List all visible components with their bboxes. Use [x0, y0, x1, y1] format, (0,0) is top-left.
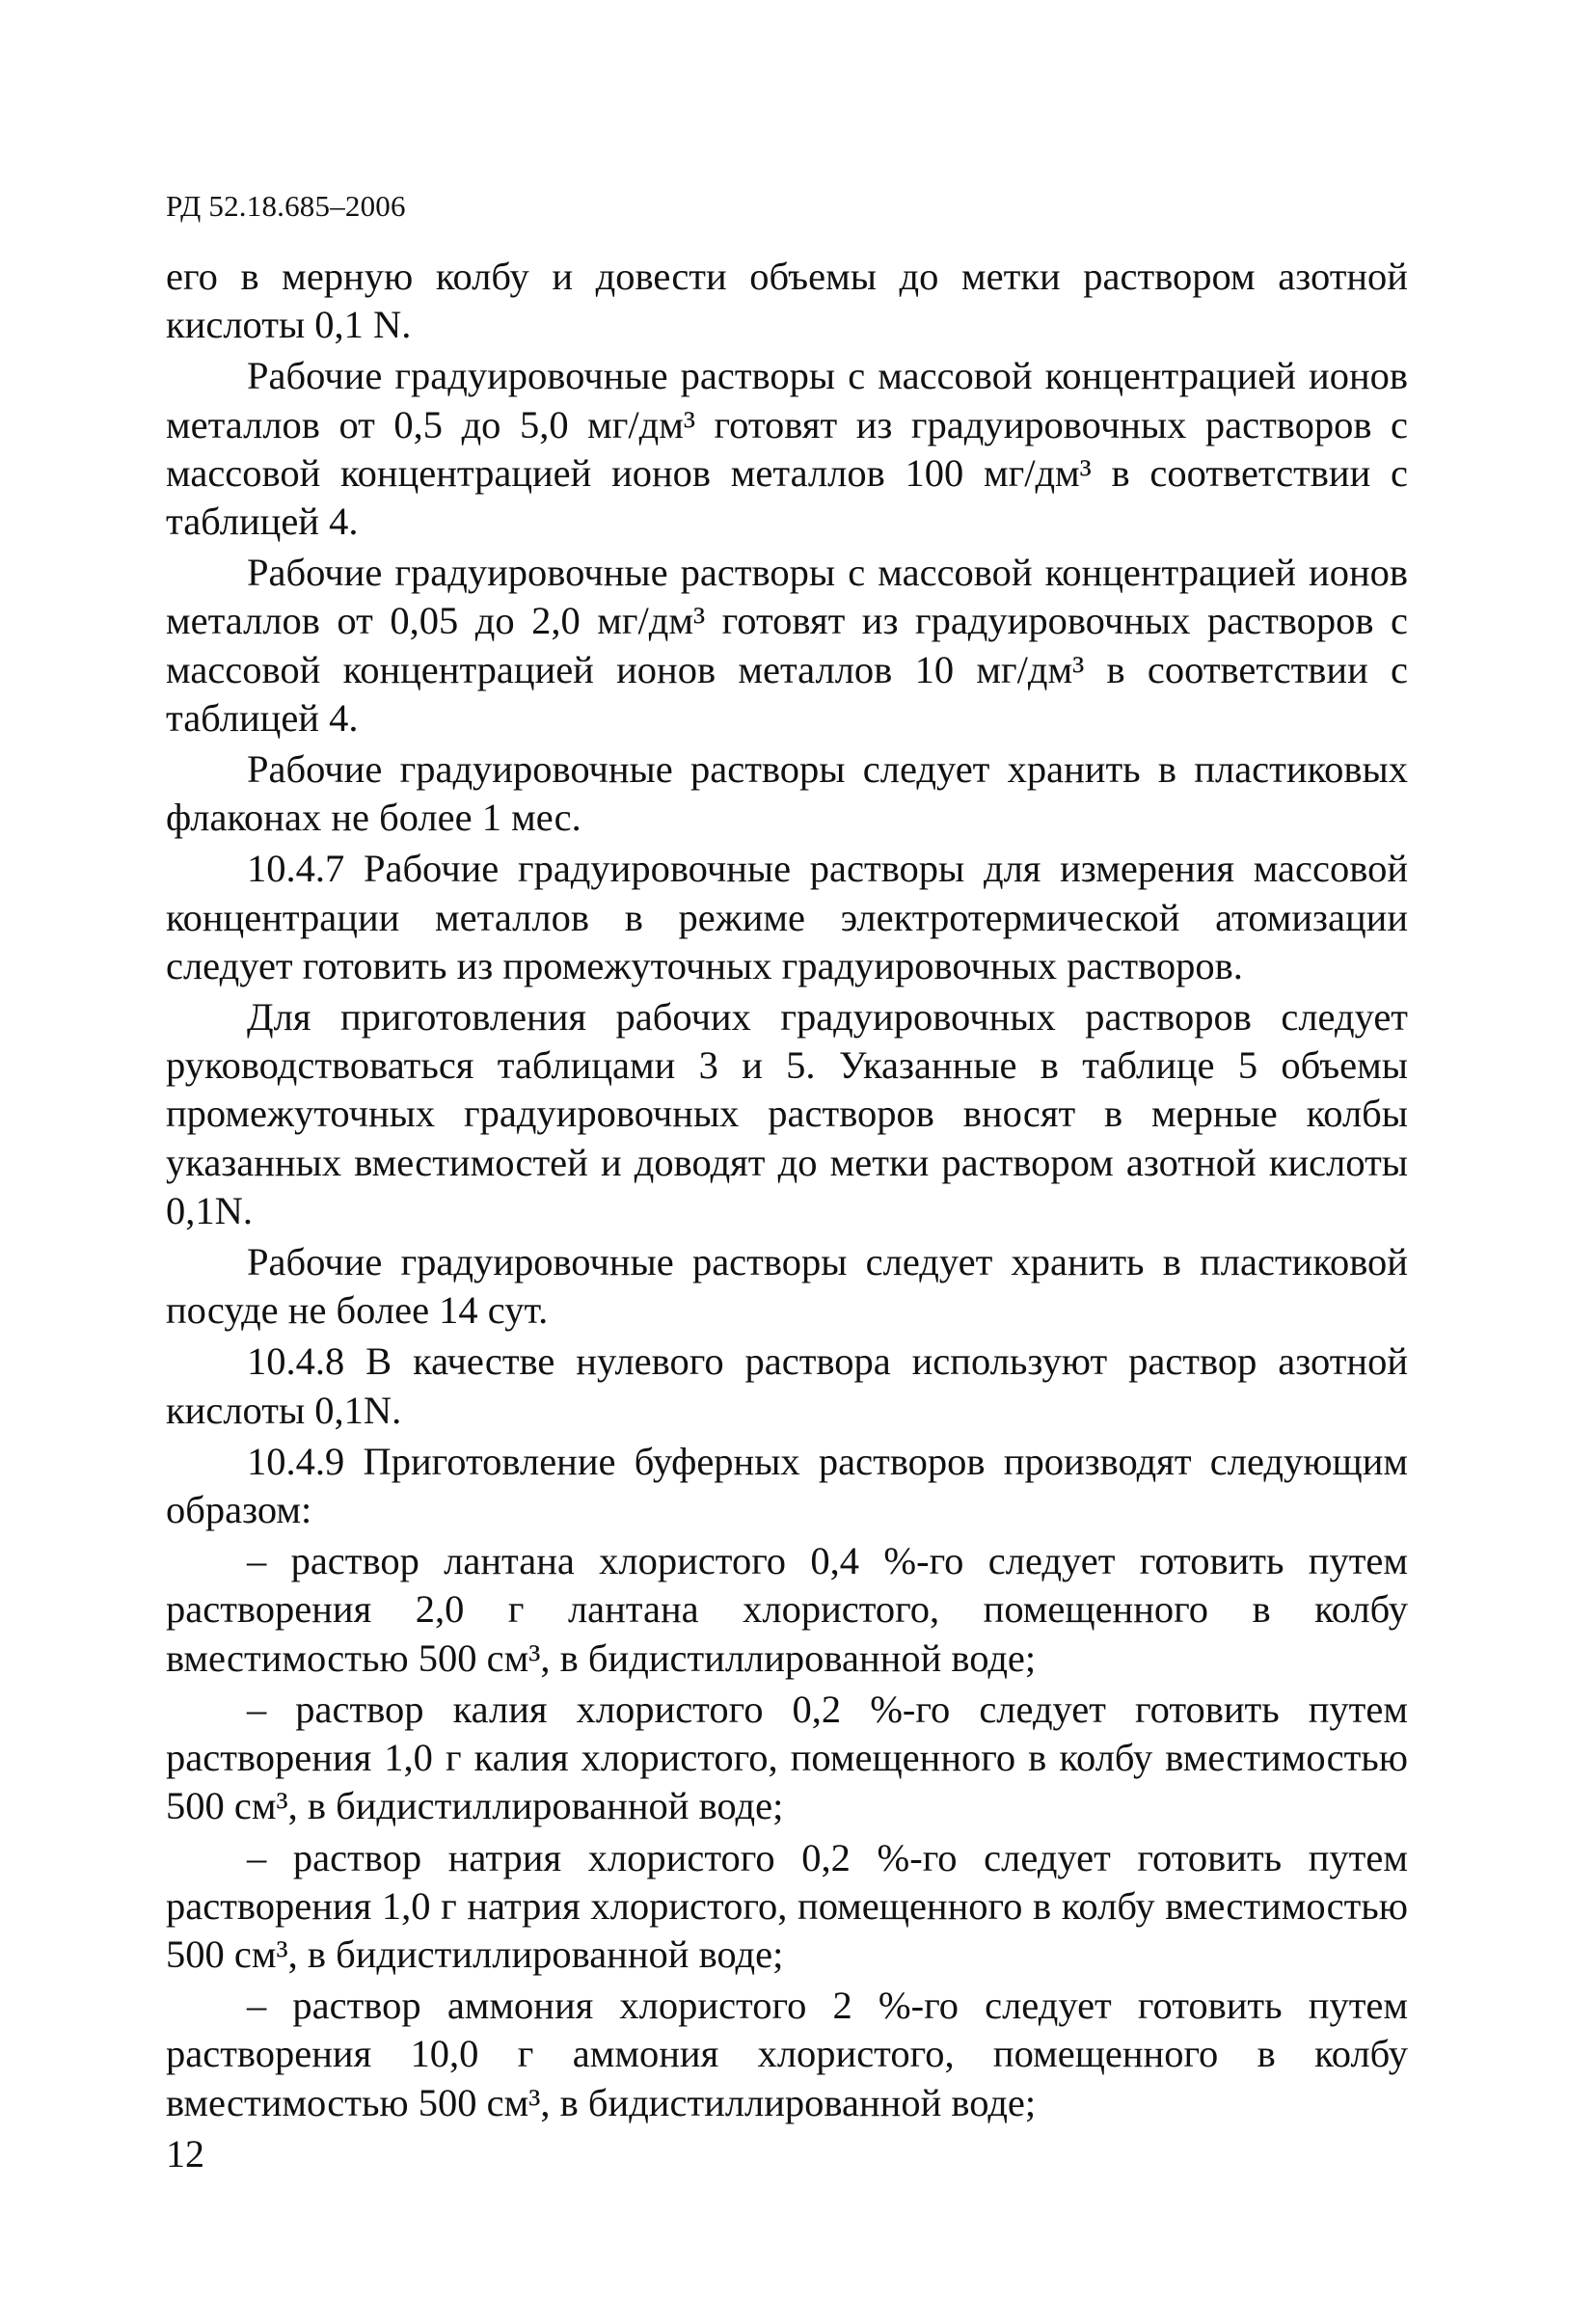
document-code-header: РД 52.18.685–2006	[166, 189, 406, 223]
paragraph-working-solutions-10: Рабочие градуировочные растворы с массовой концентрацией ионов металлов от 0,05 до 2,0 мг/дм³ готовят из градуировочных растворов с массовой концентрацией ионов металлов 10 мг/дм³ в соответствии с таблицей 4.	[166, 551, 1408, 740]
paragraph-storage-flasks: Рабочие градуировочные растворы следует хранить в пластиковых флаконах не более 1 мес.	[166, 747, 1408, 840]
list-item-potassium-chloride: – раствор калия хлористого 0,2 %-го следует готовить путем растворения 1,0 г калия хлористого, помещенного в колбу вместимостью 500 см³, в бидистиллированной воде;	[166, 1687, 1408, 1828]
paragraph-preparation-tables: Для приготовления рабочих градуировочных растворов следует руководствоваться таблицами 3 и 5. Указанные в таблице 5 объемы промежуточных градуировочных растворов вносят в мерные колбы указанных вместимостей и доводят до метки раствором азотной кислоты 0,1N.	[166, 995, 1408, 1232]
paragraph-10-4-7: 10.4.7 Рабочие градуировочные растворы для измерения массовой концентрации металлов в режиме электротермической атомизации следует готовить из промежуточных градуировочных растворов.	[166, 847, 1408, 987]
list-item-ammonium-chloride: – раствор аммония хлористого 2 %-го следует готовить путем растворения 10,0 г аммония хлористого, помещенного в колбу вместимостью 500 см³, в бидистиллированной воде;	[166, 1984, 1408, 2124]
paragraph-10-4-8: 10.4.8 В качестве нулевого раствора используют раствор азотной кислоты 0,1N.	[166, 1339, 1408, 1432]
paragraph-10-4-9: 10.4.9 Приготовление буферных растворов производят следующим образом:	[166, 1439, 1408, 1532]
paragraph-continuation: его в мерную колбу и довести объемы до метки раствором азотной кислоты 0,1 N.	[166, 255, 1408, 347]
list-item-lanthanum-chloride: – раствор лантана хлористого 0,4 %-го следует готовить путем растворения 2,0 г лантана хлористого, помещенного в колбу вместимостью 500 см³, в бидистиллированной воде;	[166, 1539, 1408, 1680]
paragraph-storage-plastic: Рабочие градуировочные растворы следует хранить в пластиковой посуде не более 14 сут.	[166, 1240, 1408, 1333]
list-item-sodium-chloride: – раствор натрия хлористого 0,2 %-го следует готовить путем растворения 1,0 г натрия хлористого, помещенного в колбу вместимостью 500 см³, в бидистиллированной воде;	[166, 1835, 1408, 1976]
paragraph-working-solutions-100: Рабочие градуировочные растворы с массовой концентрацией ионов металлов от 0,5 до 5,0 мг/дм³ готовят из градуировочных растворов с массовой концентрацией ионов металлов 100 мг/дм³ в соответствии с таблицей 4.	[166, 354, 1408, 544]
page-body	[166, 253, 1408, 2130]
page-number: 12	[166, 2132, 204, 2175]
